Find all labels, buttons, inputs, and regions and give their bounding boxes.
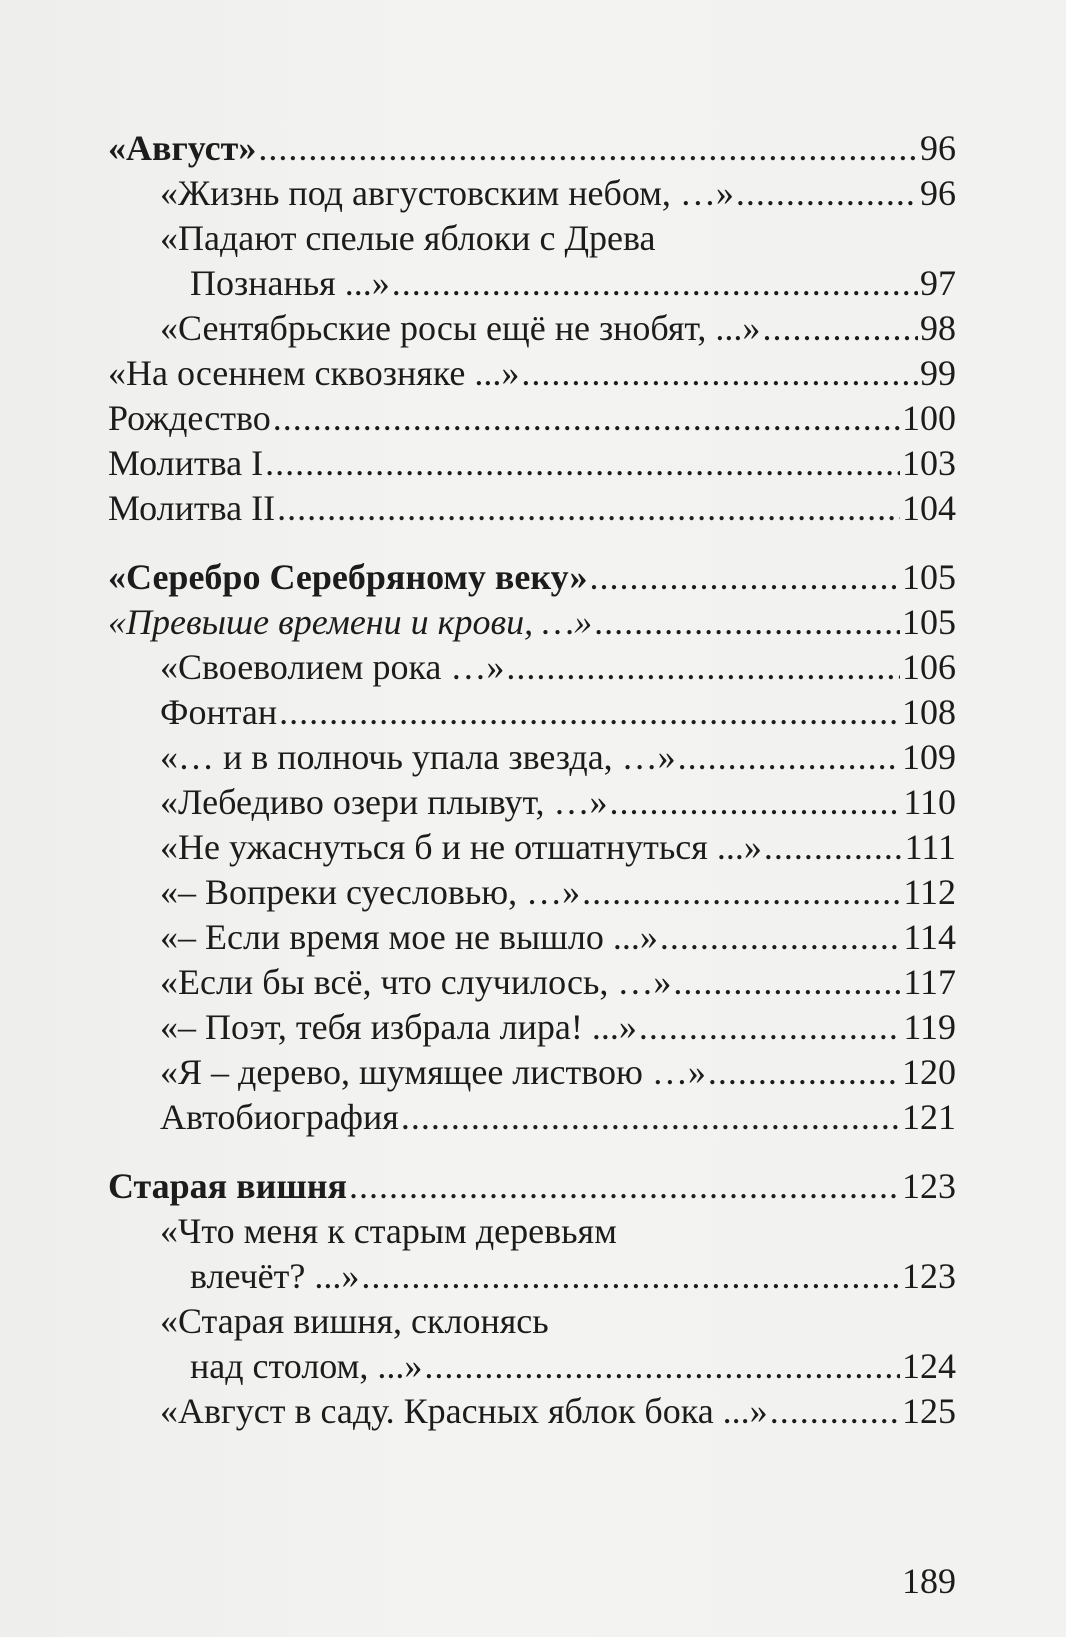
toc-entry xyxy=(108,261,956,306)
toc-entry-page: 96 xyxy=(920,173,956,213)
dot-leader xyxy=(361,1254,900,1299)
toc-entry xyxy=(108,351,956,396)
dot-leader xyxy=(736,171,918,216)
toc-entry xyxy=(108,171,956,216)
toc-entry-page: 117 xyxy=(903,962,956,1002)
toc-entry-title: Молитва I xyxy=(108,443,264,483)
toc-entry-title: Автобиография xyxy=(160,1097,399,1137)
toc-entry xyxy=(108,690,956,735)
dot-leader xyxy=(279,690,900,735)
toc-section xyxy=(108,1164,956,1434)
dot-leader xyxy=(639,1005,901,1050)
dot-leader xyxy=(265,441,900,486)
toc-entry-title: влечёт? ...» xyxy=(190,1256,360,1296)
dot-leader xyxy=(678,735,900,780)
toc-entry xyxy=(108,441,956,486)
table-of-contents xyxy=(108,126,956,1458)
toc-entry xyxy=(108,825,956,870)
toc-entry-page: 123 xyxy=(902,1256,956,1296)
toc-entry-title: «Я – дерево, шумящее листвою …» xyxy=(160,1052,706,1092)
toc-entry-title-first-line: «Старая вишня, склонясь xyxy=(160,1301,549,1341)
toc-entry-title: «Если бы всё, что случилось, …» xyxy=(160,962,672,1002)
dot-leader xyxy=(708,1050,900,1095)
toc-entry xyxy=(108,1050,956,1095)
toc-entry-page: 125 xyxy=(902,1391,956,1431)
toc-entry-title: «– Поэт, тебя избрала лира! ...» xyxy=(160,1007,637,1047)
toc-entry xyxy=(108,735,956,780)
toc-entry-page: 96 xyxy=(920,128,956,168)
toc-entry xyxy=(108,1389,956,1434)
toc-entry xyxy=(108,396,956,441)
toc-entry-title: «Август в саду. Красных яблок бока ...» xyxy=(160,1391,768,1431)
toc-entry xyxy=(108,915,956,960)
toc-entry xyxy=(108,555,956,600)
dot-leader xyxy=(277,486,900,531)
toc-entry-page: 110 xyxy=(903,782,956,822)
toc-section xyxy=(108,126,956,531)
toc-entry xyxy=(108,1344,956,1389)
toc-entry-page: 112 xyxy=(903,872,956,912)
toc-entry-page: 106 xyxy=(902,647,956,687)
toc-entry xyxy=(108,1095,956,1140)
dot-leader xyxy=(762,306,918,351)
dot-leader xyxy=(273,396,900,441)
dot-leader xyxy=(401,1095,900,1140)
dot-leader xyxy=(673,960,901,1005)
toc-entry-page: 119 xyxy=(903,1007,956,1047)
toc-entry xyxy=(108,126,956,171)
toc-entry-title: «Сентябрьские росы ещё не знобят, ...» xyxy=(160,308,761,348)
toc-entry-page: 123 xyxy=(902,1166,956,1206)
toc-entry-title: «Лебедиво озери плывут, …» xyxy=(160,782,608,822)
toc-entry-page: 109 xyxy=(902,737,956,777)
toc-entry-page: 104 xyxy=(902,488,956,528)
toc-entry-page: 99 xyxy=(920,353,956,393)
toc-entry xyxy=(108,960,956,1005)
toc-entry-page: 103 xyxy=(902,443,956,483)
toc-entry-title: Молитва II xyxy=(108,488,276,528)
dot-leader xyxy=(764,825,903,870)
toc-entry-page: 105 xyxy=(902,602,956,642)
toc-entry xyxy=(108,870,956,915)
toc-entry-page: 105 xyxy=(902,557,956,597)
dot-leader xyxy=(582,870,901,915)
toc-entry-title: «Серебро Серебряному веку» xyxy=(108,557,588,597)
dot-leader xyxy=(506,645,900,690)
toc-entry-page: 98 xyxy=(920,308,956,348)
toc-entry xyxy=(108,486,956,531)
toc-section xyxy=(108,555,956,1140)
dot-leader xyxy=(258,126,918,171)
toc-entry-title: «– Вопреки суесловью, …» xyxy=(160,872,581,912)
toc-entry-page: 124 xyxy=(902,1346,956,1386)
dot-leader xyxy=(610,780,902,825)
dot-leader xyxy=(660,915,901,960)
toc-entry-title: Старая вишня xyxy=(108,1166,347,1206)
toc-entry xyxy=(108,306,956,351)
dot-leader xyxy=(392,261,918,306)
toc-entry xyxy=(108,645,956,690)
toc-entry-page: 120 xyxy=(902,1052,956,1092)
dot-leader xyxy=(594,600,900,645)
toc-entry-title: «Жизнь под августовским небом, …» xyxy=(160,173,734,213)
toc-entry-title: «Превыше времени и крови, …» xyxy=(108,602,593,642)
toc-entry-page: 100 xyxy=(902,398,956,438)
toc-entry xyxy=(108,1005,956,1050)
toc-entry-title: «… и в полночь упала звезда, …» xyxy=(160,737,676,777)
dot-leader xyxy=(349,1164,900,1209)
toc-entry xyxy=(108,1164,956,1209)
dot-leader xyxy=(521,351,918,396)
toc-entry-title: «Не ужаснуться б и не отшатнуться ...» xyxy=(160,827,762,867)
page-number: 189 xyxy=(902,1561,956,1601)
toc-entry-title: над столом, ...» xyxy=(190,1346,423,1386)
toc-entry-title: Познанья ...» xyxy=(190,263,390,303)
toc-entry-page: 114 xyxy=(903,917,956,957)
toc-entry-title: «Своеволием рока …» xyxy=(160,647,505,687)
dot-leader xyxy=(770,1389,900,1434)
toc-entry xyxy=(108,600,956,645)
toc-entry-title: «На осеннем сквозняке ...» xyxy=(108,353,520,393)
toc-entry xyxy=(108,1254,956,1299)
toc-entry-title-first-line: «Что меня к старым деревьям xyxy=(160,1211,617,1251)
toc-entry-title: «Август» xyxy=(108,128,257,168)
dot-leader xyxy=(424,1344,900,1389)
toc-entry-page: 111 xyxy=(904,827,956,867)
toc-entry-title: Рождество xyxy=(108,398,271,438)
dot-leader xyxy=(589,555,900,600)
toc-entry-title: Фонтан xyxy=(160,692,278,732)
toc-entry-title-first-line: «Падают спелые яблоки с Древа xyxy=(160,218,656,258)
toc-entry-page: 121 xyxy=(902,1097,956,1137)
toc-entry-page: 97 xyxy=(920,263,956,303)
toc-entry xyxy=(108,780,956,825)
toc-entry-page: 108 xyxy=(902,692,956,732)
toc-entry-title: «– Если время мое не вышло ...» xyxy=(160,917,658,957)
